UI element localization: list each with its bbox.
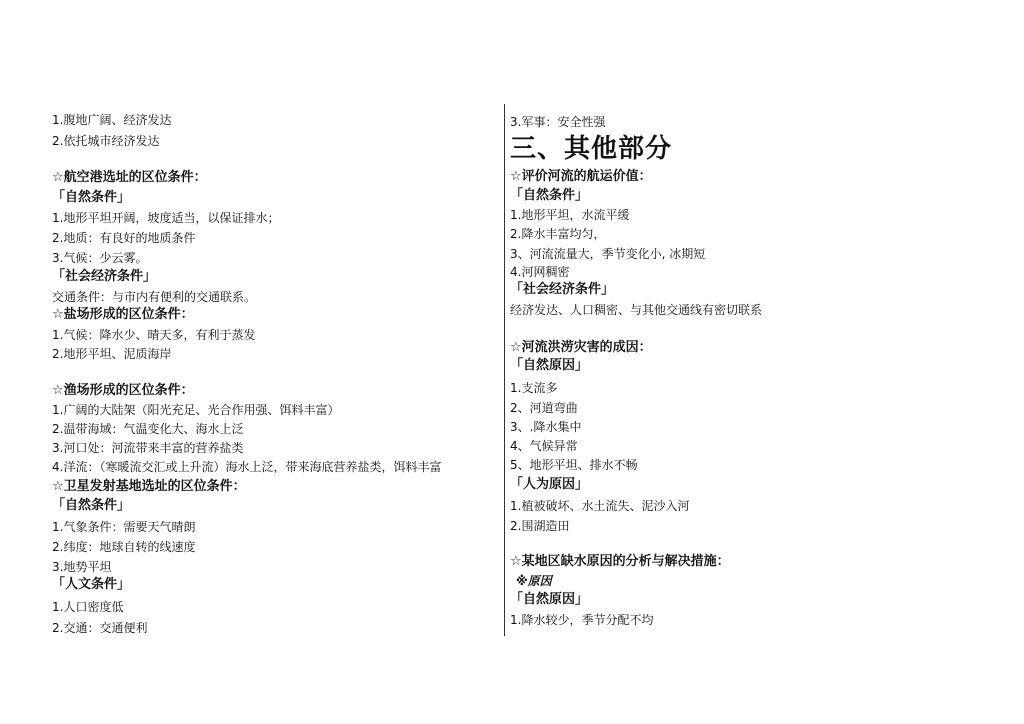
text-line: 1.气候：降水少、晴天多，有利于蒸发 bbox=[52, 328, 256, 342]
text-line: 2.交通：交通便利 bbox=[52, 621, 148, 635]
cause-label: ※原因 bbox=[516, 574, 552, 588]
text-line: 2.降水丰富均匀， bbox=[510, 227, 606, 241]
text-line: 2.依托城市经济发达 bbox=[52, 134, 160, 148]
column-divider bbox=[504, 104, 505, 636]
text-line: 3.军事：安全性强 bbox=[510, 115, 606, 129]
text-line: 1.腹地广阔、经济发达 bbox=[52, 113, 172, 127]
text-line: 2.地形平坦、泥质海岸 bbox=[52, 347, 172, 361]
section-heading-satellite: ☆卫星发射基地选址的区位条件： bbox=[52, 479, 246, 494]
text-line: 2、河道弯曲 bbox=[510, 401, 578, 415]
text-line: 3.地势平坦 bbox=[52, 560, 112, 574]
text-line: 2.围湖造田 bbox=[510, 519, 570, 533]
part-title: 三、其他部分 bbox=[510, 134, 673, 164]
text-line: 1.植被破坏、水土流失、泥沙入河 bbox=[510, 499, 690, 513]
section-heading-fishery: ☆渔场形成的区位条件： bbox=[52, 383, 194, 398]
subheading-human-conditions: 「人文条件」 bbox=[52, 577, 131, 592]
text-line: 3.河口处：河流带来丰富的营养盐类 bbox=[52, 441, 244, 455]
text-line: 交通条件：与市内有便利的交通联系。 bbox=[52, 290, 257, 304]
text-line: 3、.降水集中 bbox=[510, 420, 582, 434]
section-heading-salt: ☆盐场形成的区位条件： bbox=[52, 307, 194, 322]
subheading-social-conditions: 「社会经济条件」 bbox=[510, 282, 615, 297]
subheading-natural-conditions: 「自然条件」 bbox=[52, 190, 131, 205]
section-heading-water-shortage: ☆某地区缺水原因的分析与解决措施： bbox=[510, 554, 730, 569]
text-line: 3、河流流量大，季节变化小, 冰期短 bbox=[510, 247, 706, 261]
text-line: 1.气象条件：需要天气晴朗 bbox=[52, 520, 196, 534]
text-line: 1.地形平坦开阔，坡度适当，以保证排水； bbox=[52, 211, 280, 225]
text-line: 经济发达、人口稠密、与其他交通线有密切联系 bbox=[510, 303, 763, 317]
text-line: 1.降水较少，季节分配不均 bbox=[510, 613, 654, 627]
text-line: 1.地形平坦，水流平缓 bbox=[510, 208, 630, 222]
subheading-social-conditions: 「社会经济条件」 bbox=[52, 269, 157, 284]
text-line: 4.河网稠密 bbox=[510, 265, 570, 279]
text-line: 2.纬度：地球自转的线速度 bbox=[52, 540, 196, 554]
text-line: 4、气候异常 bbox=[510, 439, 578, 453]
subheading-natural-conditions: 「自然条件」 bbox=[52, 498, 131, 513]
text-line: 1.广阔的大陆架（阳光充足、光合作用强、饵料丰富） bbox=[52, 403, 340, 417]
subheading-human-causes: 「人为原因」 bbox=[510, 477, 589, 492]
subheading-natural-conditions: 「自然条件」 bbox=[510, 188, 589, 203]
section-heading-airport: ☆航空港选址的区位条件： bbox=[52, 170, 207, 185]
text-line: 2.温带海域：气温变化大、海水上泛 bbox=[52, 422, 244, 436]
text-line: 3.气候：少云雾。 bbox=[52, 251, 148, 265]
text-line: 1.人口密度低 bbox=[52, 600, 124, 614]
text-line: 5、地形平坦、排水不畅 bbox=[510, 458, 638, 472]
section-heading-river-navigation: ☆评价河流的航运价值： bbox=[510, 169, 652, 184]
subheading-natural-causes: 「自然原因」 bbox=[510, 592, 589, 607]
subheading-natural-causes: 「自然原因」 bbox=[510, 358, 589, 373]
section-heading-flood: ☆河流洪涝灾害的成因： bbox=[510, 340, 652, 355]
text-line: 1.支流多 bbox=[510, 381, 558, 395]
text-line: 4.洋流：（寒暖流交汇或上升流）海水上泛，带来海底营养盐类，饵料丰富 bbox=[52, 460, 442, 474]
text-line: 2.地质：有良好的地质条件 bbox=[52, 231, 196, 245]
